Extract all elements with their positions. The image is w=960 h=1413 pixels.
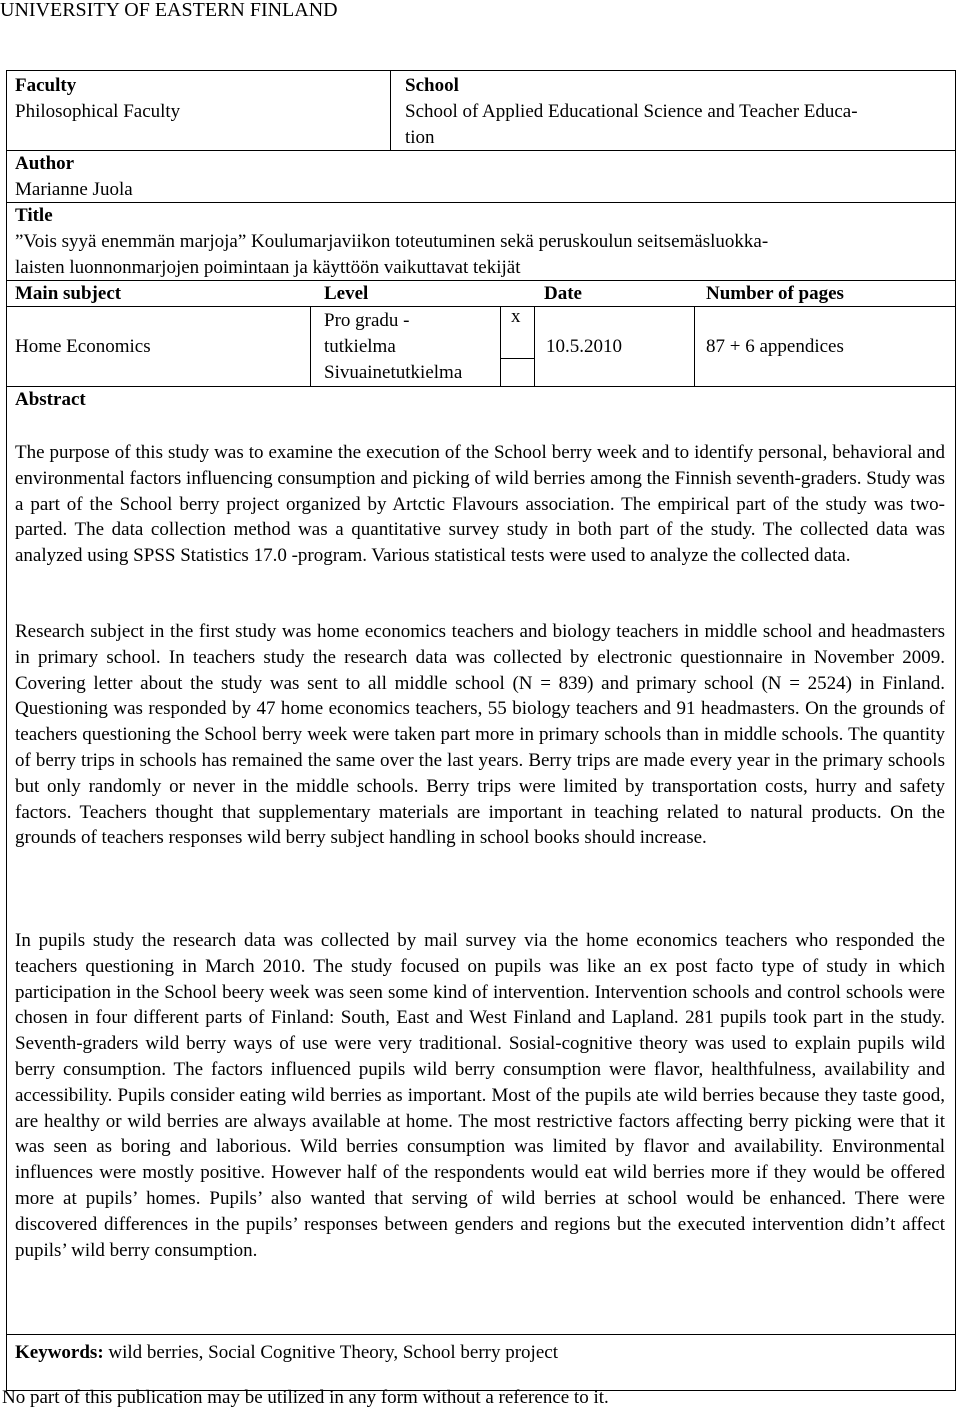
level-option-pro-gradu-line1: Pro gradu - [324,310,410,331]
school-value-line2: tion [405,127,435,148]
form-border-right [955,70,956,1391]
col-divider-pages [694,306,695,386]
row-divider-title [6,202,956,203]
level-option-pro-gradu-line2: tutkielma [324,336,396,357]
abstract-paragraph-3: In pupils study the research data was collected by mail survey via the home economics teachers who responded the teachers questioning in March 2010. The study focused on pupils was like an ex post facto type of study in which participation in the School beery week was seen some kind of intervention. Intervention schools and control schools were chosen in four different parts of Finland: South, East and West Finland and Lapland. 281 pupils took part in the study. Seventh-graders wild berry ways of use were very traditional. Sosial-cognitive theory was used to explain pupils wild berry consumption. The factors influenced pupils wild berry consumption were flavor, healthfulness, availability and accessibility. Pupils consider eating wild berries as important. Most of the pupils ate wild berries because they taste good, are healthy or wild berries are always available at home. The most restrictive factors affecting berry picking were that it was seen as boring and laborious. Wild berries consumption was limited by flavor and availability. Environmental influences were mostly positive. However half of the respondents would eat wild berries more if they would be offered more at pupils’ homes. Pupils’ also wanted that serving of wild berries at school would be enhanced. There were discovered differences in the pupils’ responses between genders and regions but the executed intervention didn’t affect pupils’ wild berry consumption. [15,930,945,1261]
university-heading: UNIVERSITY OF EASTERN FINLAND [0,0,338,21]
title-label: Title [15,205,53,226]
abstract-paragraph-1: The purpose of this study was to examine the execution of the School berry week and to identify personal, behavioral and environmental factors influencing consumption and picking of wild berries among the Finnish seventh-graders. Study was a part of the School berry project organized by Artctic Flavours association. The empirical part of the study was two-parted. The data collection method was a quantitative survey study in both part of the study. The collected data was analyzed using SPSS Statistics 17.0 -program. Various statistical tests were used to analyze the collected data. [15,442,945,567]
keywords-line [15,1340,558,1366]
col-divider-checkbox-left [500,306,501,386]
keywords-label: Keywords: [15,1342,104,1363]
level-option-sivuaine: Sivuainetutkielma [324,362,463,383]
col-divider-level [310,306,311,386]
main-subject-label: Main subject [15,283,122,304]
author-label: Author [15,153,75,174]
form-border-left [6,70,7,1391]
date-value: 10.5.2010 [546,336,622,357]
row-divider-keywords [6,1334,956,1335]
col-divider-checkbox-right [534,306,535,386]
title-value-line1: ”Vois syyä enemmän marjoja” Koulumarjaviikon toteutuminen sekä peruskoulun seitsemäsluokka- [15,231,769,252]
pages-label: Number of pages [706,283,844,304]
abstract-label: Abstract [15,389,86,410]
row-divider-author [6,150,956,151]
copyright-notice: No part of this publication may be utilized in any form without a reference to it. [2,1387,609,1408]
title-value-line2: laisten luonnonmarjojen poimintaan ja käyttöön vaikuttavat tekijät [15,257,521,278]
faculty-value: Philosophical Faculty [15,101,181,122]
checkbox-divider [500,358,535,359]
abstract-paragraph-2: Research subject in the first study was home economics teachers and biology teachers in middle school and headmasters in primary school. In teachers study the research data was collected by electronic questionnaire in November 2009. Covering letter about the study was sent to all middle school (N = 839) and primary school (N = 2524) in Finland. Questioning was responded by 47 home economics teachers, 55 biology teachers and 91 headmasters. On the grounds of teachers questioning the School berry week were taken part more in primary schools than in middle schools. The quantity of berry trips in schools has remained the same over the last years. Berry trips are made every year in the primary schools but only randomly or never in the middle schools. Berry trips were limited by transportation costs, hurry and safety factors. Teachers thought that supplementary materials are important in teaching related to natural products. On the grounds of teachers responses wild berry subject handling in school books should increase. [15,621,945,849]
level-checkbox-pro-gradu: x [511,306,521,327]
school-label: School [405,75,459,96]
level-label: Level [324,283,369,304]
row-divider-abstract [6,386,956,387]
date-label: Date [544,283,582,304]
faculty-label: Faculty [15,75,77,96]
pages-value: 87 + 6 appendices [706,336,844,357]
school-value-line1: School of Applied Educational Science and Teacher Educa- [405,101,858,122]
faculty-school-divider [390,70,391,150]
author-value: Marianne Juola [15,179,133,200]
main-subject-value: Home Economics [15,336,151,357]
abstract-form [6,70,956,1391]
keywords-value: wild berries, Social Cognitive Theory, School berry project [108,1342,558,1363]
form-border-top [6,70,956,71]
